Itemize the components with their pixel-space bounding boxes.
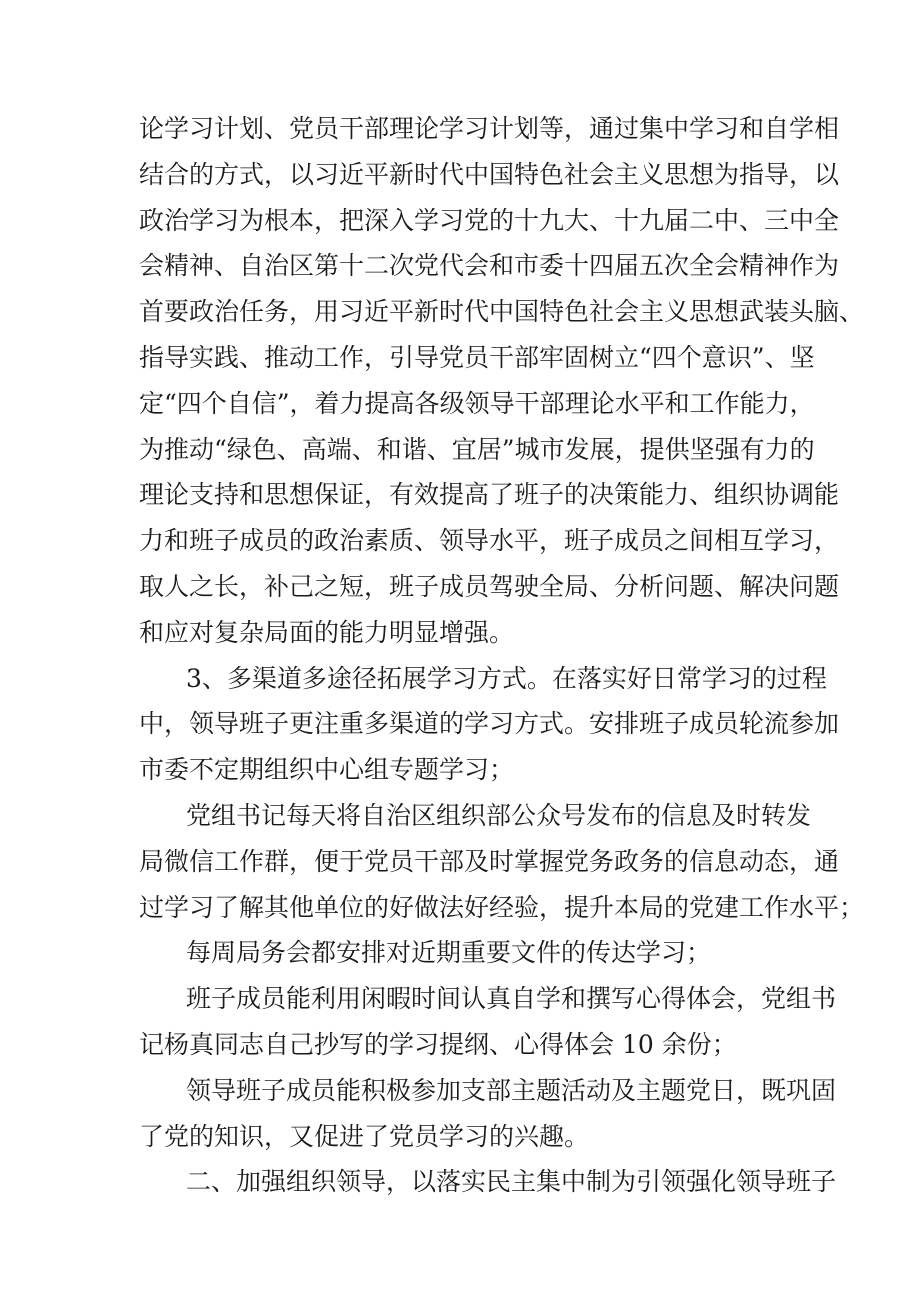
text-line: 了党的知识，又促进了党员学习的兴趣。	[139, 1121, 590, 1151]
text-line: 班子成员能利用闲暇时间认真自学和撰写心得体会，党组书	[186, 984, 837, 1014]
document-body	[139, 106, 865, 1205]
paragraph-learning-channels	[139, 656, 840, 793]
text-line: 首要政治任务，用习近平新时代中国特色社会主义思想武装头脑、	[139, 297, 865, 327]
text-line: 指导实践、推动工作，引导党员干部牢固树立“四个意识”、坚	[139, 342, 815, 372]
text-line: 取人之长，补己之短，班子成员驾驶全局、分析问题、解决问题	[139, 571, 840, 601]
section-heading-organizational-leadership	[139, 1159, 837, 1205]
text-line: 过学习了解其他单位的好做法好经验，提升本局的党建工作水平；	[139, 892, 865, 922]
paragraph-branch-activities	[139, 1068, 837, 1160]
text-line: 市委不定期组织中心组专题学习；	[139, 755, 515, 785]
paragraph-wechat-forwarding	[139, 793, 865, 930]
text-line: 领导班子成员能积极参加支部主题活动及主题党日，既巩固	[186, 1075, 837, 1105]
text-line: 局微信工作群，便于党员干部及时掌握党务政务的信息动态，通	[139, 846, 840, 876]
paragraph-study-plan	[139, 106, 865, 656]
text-line: 3、多渠道多途径拓展学习方式。在落实好日常学习的过程	[186, 663, 827, 693]
text-line: 和应对复杂局面的能力明显增强。	[139, 617, 515, 647]
text-line: 每周局务会都安排对近期重要文件的传达学习；	[186, 938, 712, 968]
text-line: 理论支持和思想保证，有效提高了班子的决策能力、组织协调能	[139, 480, 840, 510]
text-line: 党组书记每天将自治区组织部公众号发布的信息及时转发	[186, 800, 812, 830]
text-line: 中，领导班子更注重多渠道的学习方式。安排班子成员轮流参加	[139, 709, 840, 739]
text-line: 记杨真同志自己抄写的学习提纲、心得体会 10 余份；	[139, 1029, 737, 1059]
paragraph-self-study	[139, 976, 837, 1068]
text-line: 政治学习为根本，把深入学习党的十九大、十九届二中、三中全	[139, 205, 840, 235]
text-line: 力和班子成员的政治素质、领导水平，班子成员之间相互学习，	[139, 526, 840, 556]
text-line: 为推动“绿色、高端、和谐、宜居”城市发展，提供坚强有力的	[139, 434, 815, 464]
text-line: 会精神、自治区第十二次党代会和市委十四届五次全会精神作为	[139, 251, 840, 281]
text-line: 二、加强组织领导，以落实民主集中制为引领强化领导班子	[186, 1167, 837, 1197]
paragraph-weekly-meeting	[139, 930, 799, 976]
text-line: 定“四个自信”，着力提高各级领导干部理论水平和工作能力，	[139, 388, 815, 418]
text-line: 论学习计划、党员干部理论学习计划等，通过集中学习和自学相	[139, 114, 840, 143]
text-line: 结合的方式，以习近平新时代中国特色社会主义思想为指导，以	[139, 159, 840, 189]
